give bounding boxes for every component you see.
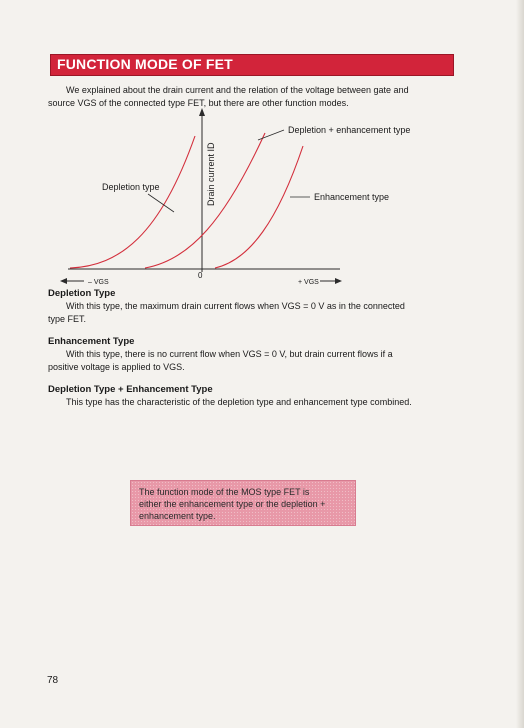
- page-title: FUNCTION MODE OF FET: [57, 56, 233, 72]
- callout-depletion-enhancement: Depletion + enhancement type: [288, 125, 411, 135]
- note-line-1: The function mode of the MOS type FET is: [139, 487, 310, 497]
- left-arrow-icon: [60, 278, 67, 284]
- page-edge-shadow: [516, 0, 524, 728]
- note-line-3: enhancement type.: [139, 511, 216, 521]
- callout-leader-dep-enh: [258, 130, 284, 140]
- y-axis-label: Drain current ID: [206, 142, 216, 206]
- depletion-type-body: [48, 300, 452, 326]
- fet-mode-diagram: [50, 100, 411, 290]
- combined-type-body: [48, 396, 452, 409]
- right-arrow-icon: [335, 278, 342, 284]
- note-line-2: either the enhancement type or the depletion +: [139, 499, 326, 509]
- enhancement-type-body: [48, 348, 452, 374]
- page-number: 78: [47, 675, 59, 686]
- enhancement-type-line-2: positive voltage is applied to VGS.: [48, 362, 185, 372]
- enhancement-type-heading: Enhancement Type: [48, 336, 135, 347]
- depletion-type-heading: Depletion Type: [48, 288, 116, 299]
- callout-enhancement: Enhancement type: [314, 192, 390, 202]
- enhancement-type-line-1: With this type, there is no current flow when VGS = 0 V, but drain current flows if a: [66, 349, 393, 359]
- intro-line-2: source VGS of the connected type FET, but there are other function modes.: [48, 98, 349, 108]
- section-title-bar: [50, 54, 454, 76]
- y-axis-arrow-icon: [199, 108, 205, 116]
- combined-type-heading: Depletion Type + Enhancement Type: [48, 384, 213, 395]
- depletion-curve: [70, 136, 195, 268]
- callout-depletion: Depletion type: [102, 182, 160, 192]
- origin-label: 0: [198, 271, 203, 280]
- enhancement-curve: [215, 146, 303, 268]
- neg-vgs-label: – VGS: [88, 279, 109, 286]
- pos-vgs-label: + VGS: [298, 279, 319, 286]
- depletion-type-line-1: With this type, the maximum drain current flows when VGS = 0 V as in the connected: [66, 301, 405, 311]
- depletion-enhancement-curve: [145, 133, 265, 268]
- depletion-type-line-2: type FET.: [48, 314, 87, 324]
- note-box: [130, 480, 356, 526]
- intro-line-1: We explained about the drain current and the relation of the voltage between gate and: [66, 85, 409, 95]
- combined-type-line-1: This type has the characteristic of the depletion type and enhancement type combined.: [66, 397, 412, 407]
